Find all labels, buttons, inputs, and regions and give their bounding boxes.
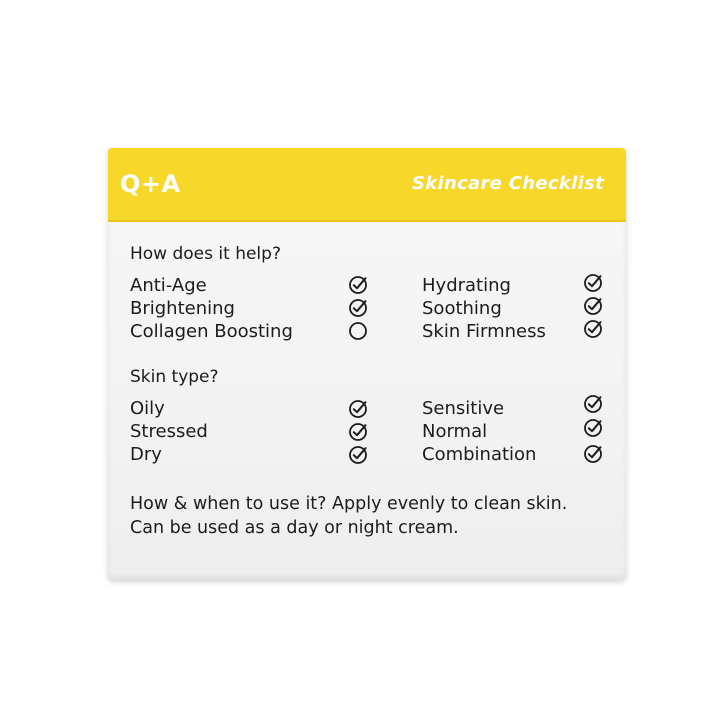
brand-logo: Q+A: [120, 170, 181, 198]
help-item-anti-age: Anti-Age: [130, 275, 207, 296]
help-item-collagen-boosting: Collagen Boosting: [130, 321, 293, 342]
header-band: [108, 148, 626, 222]
skin-item-sensitive: Sensitive: [422, 398, 505, 419]
skin-item-normal: Normal: [422, 421, 488, 442]
check-circle-icon: [348, 275, 368, 295]
check-circle-icon: [348, 399, 368, 419]
check-circle-icon: [583, 444, 603, 464]
help-heading: How does it help?: [130, 244, 281, 264]
help-item-hydrating: Hydrating: [422, 275, 511, 296]
usage-instructions: [130, 492, 610, 540]
check-circle-icon: [583, 319, 603, 339]
check-circle-icon: [583, 418, 603, 438]
check-circle-icon: [583, 273, 603, 293]
check-circle-icon: [583, 296, 603, 316]
check-circle-icon: [348, 298, 368, 318]
checklist-card: [108, 148, 626, 580]
check-circle-icon: [583, 394, 603, 414]
help-item-soothing: Soothing: [422, 298, 502, 319]
skin-heading: Skin type?: [130, 367, 219, 387]
skin-item-stressed: Stressed: [130, 421, 208, 442]
skin-item-combination: Combination: [422, 444, 537, 465]
help-item-skin-firmness: Skin Firmness: [422, 321, 546, 342]
help-item-brightening: Brightening: [130, 298, 235, 319]
usage-line-2: Can be used as a day or night cream.: [130, 518, 459, 538]
check-circle-icon: [348, 445, 368, 465]
card-title: Skincare Checklist: [411, 173, 604, 194]
usage-line-1: How & when to use it? Apply evenly to clean skin.: [130, 494, 568, 514]
skin-item-oily: Oily: [130, 398, 165, 419]
skin-item-dry: Dry: [130, 444, 162, 465]
check-circle-icon: [348, 422, 368, 442]
empty-circle-icon: [348, 321, 368, 341]
